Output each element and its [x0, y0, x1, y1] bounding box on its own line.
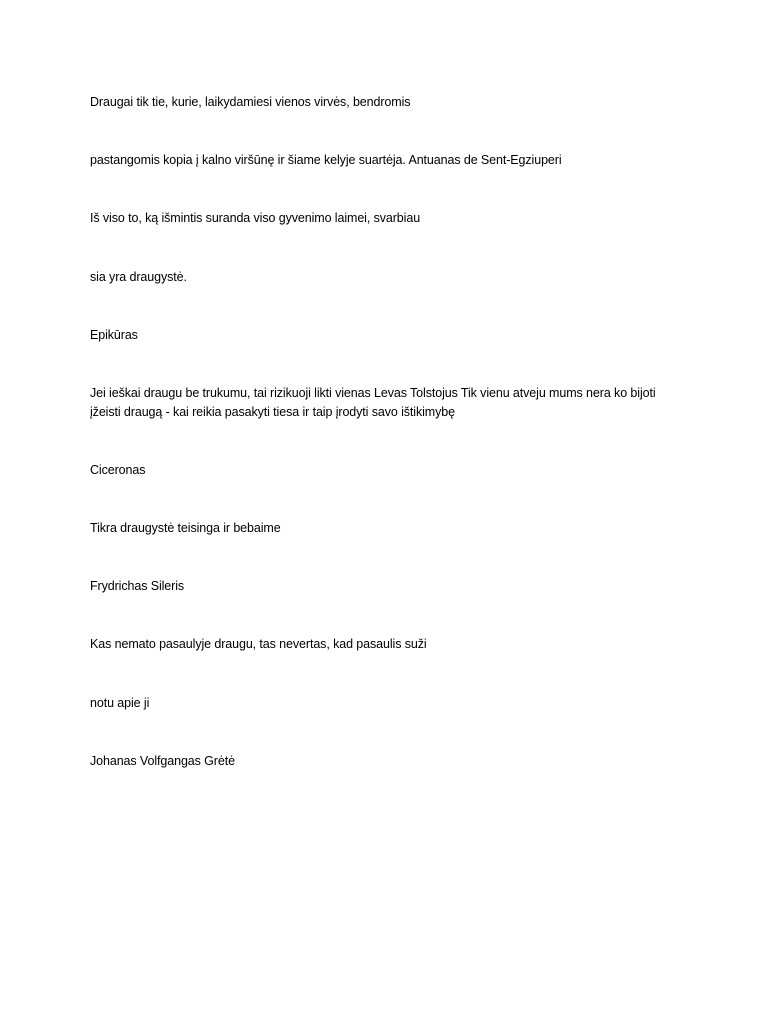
- paragraph-quote-epicurus-end: [90, 268, 690, 287]
- paragraph-quote-goethe-start: [90, 635, 690, 654]
- paragraph-quote-goethe-end: [90, 694, 690, 713]
- text-line: pastangomis kopia į kalno viršūnę ir šiame kelyje suartėja. Antuanas de Sent-Egziuperi: [90, 153, 562, 167]
- text-line: Epikūras: [90, 328, 138, 342]
- paragraph-quote-saint-exupery-end: [90, 151, 690, 170]
- text-line: Jei ieškai draugu be trukumu, tai rizikuoji likti vienas Levas Tolstojus Tik vienu atveju mums nera ko bijoti: [90, 386, 656, 400]
- text-line: Ciceronas: [90, 463, 146, 477]
- paragraph-author-cicero: [90, 461, 690, 480]
- paragraph-author-goethe: [90, 752, 690, 771]
- paragraph-quote-tolstoy-cicero: [90, 384, 690, 422]
- text-line: Kas nemato pasaulyje draugu, tas nevertas, kad pasaulis suži: [90, 637, 427, 651]
- text-line: notu apie ji: [90, 696, 150, 710]
- text-line: Draugai tik tie, kurie, laikydamiesi vienos virvės, bendromis: [90, 95, 411, 109]
- text-line: įžeisti draugą - kai reikia pasakyti tiesa ir taip įrodyti savo ištikimybę: [90, 405, 455, 419]
- text-line: Tikra draugystė teisinga ir bebaime: [90, 521, 281, 535]
- paragraph-quote-schiller: [90, 519, 690, 538]
- text-line: Johanas Volfgangas Grėtė: [90, 754, 235, 768]
- paragraph-quote-epicurus-start: [90, 209, 690, 228]
- paragraph-author-epicurus: [90, 326, 690, 345]
- text-line: Iš viso to, ką išmintis suranda viso gyvenimo laimei, svarbiau: [90, 211, 421, 225]
- text-line: sia yra draugystė.: [90, 270, 187, 284]
- text-line: Frydrichas Sileris: [90, 579, 185, 593]
- paragraph-author-schiller: [90, 577, 690, 596]
- paragraph-quote-saint-exupery-start: [90, 93, 690, 112]
